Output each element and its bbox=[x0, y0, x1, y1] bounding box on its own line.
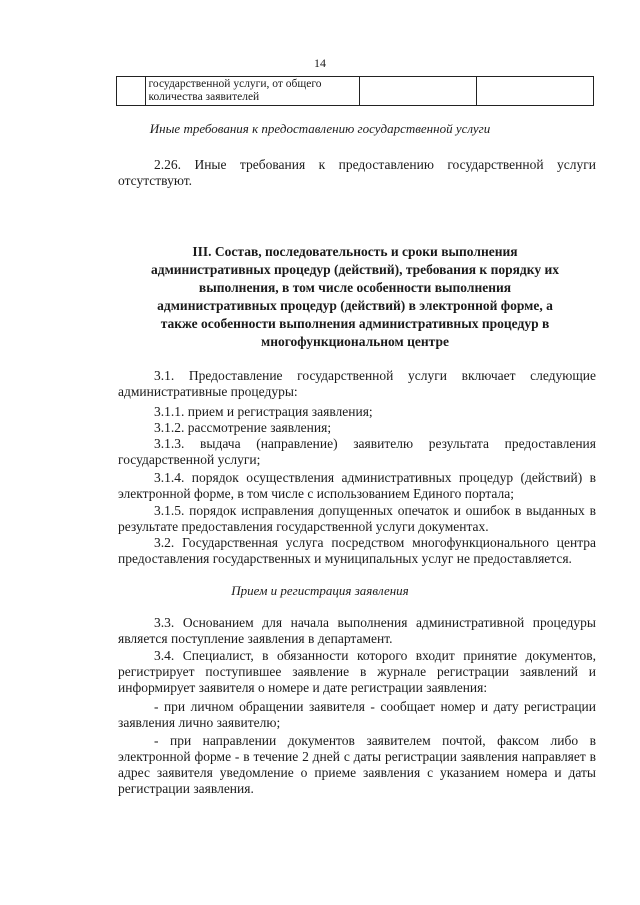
paragraph-dash-personal: - при личном обращении заявителя - сообщает номер и дату регистрации заявления лично заявителю; bbox=[118, 699, 596, 730]
paragraph-3-1-4: 3.1.4. порядок осуществления административных процедур (действий) в электронной форме, в том числе с использованием Единого портала; bbox=[118, 470, 596, 501]
paragraph-3-1-5: 3.1.5. порядок исправления допущенных опечаток и ошибок в выданных в результате предоставления государственной услуги документах. bbox=[118, 503, 596, 534]
paragraph-3-1-1: 3.1.1. прием и регистрация заявления; bbox=[154, 404, 373, 419]
table-cell-number bbox=[117, 77, 146, 106]
table-cell-line1: государственной услуги, от общего bbox=[148, 78, 322, 90]
section-heading: III. Состав, последовательность и сроки выполнения административных процедур (действий), требования к порядку их выполнения, в том числе особенности выполнения административных процедур (действий) в электронной форме, а также особенности выполнения административных процедур в многофункциональном центре bbox=[151, 244, 559, 349]
table-cell-unit bbox=[360, 77, 477, 106]
paragraph-3-1: 3.1. Предоставление государственной услуги включает следующие административные процедуры: bbox=[118, 368, 596, 399]
table-cell-value bbox=[477, 77, 594, 106]
page-number: 14 bbox=[314, 56, 326, 70]
paragraph-dash-mail: - при направлении документов заявителем почтой, факсом либо в электронной форме - в течение 2 дней с даты регистрации заявления направляет в адрес заявителя уведомление о приеме заявления с указанием номера и даты регистрации заявления. bbox=[118, 733, 596, 796]
paragraph-3-2: 3.2. Государственная услуга посредством многофункционального центра предоставления государственных и муниципальных услуг не предоставляется. bbox=[118, 535, 596, 566]
subtitle-reception: Прием и регистрация заявления bbox=[231, 583, 409, 598]
table-fragment bbox=[116, 76, 594, 106]
paragraph-3-3: 3.3. Основанием для начала выполнения административной процедуры является поступление заявления в департамент. bbox=[118, 615, 596, 646]
table-cell-indicator bbox=[145, 77, 360, 106]
paragraph-3-1-3: 3.1.3. выдача (направление) заявителю результата предоставления государственной услуги; bbox=[118, 436, 596, 467]
subtitle-other-requirements: Иные требования к предоставлению государственной услуги bbox=[149, 121, 491, 136]
paragraph-3-4: 3.4. Специалист, в обязанности которого входит принятие документов, регистрирует поступившее заявление в журнале регистрации заявлений и информирует заявителя о номере и дате регистрации заявления: bbox=[118, 648, 596, 695]
table-cell-line2: количества заявителей bbox=[148, 91, 260, 103]
paragraph-2-26: 2.26. Иные требования к предоставлению государственной услуги отсутствуют. bbox=[118, 157, 596, 188]
paragraph-3-1-2: 3.1.2. рассмотрение заявления; bbox=[154, 420, 332, 435]
table-row bbox=[117, 77, 594, 106]
